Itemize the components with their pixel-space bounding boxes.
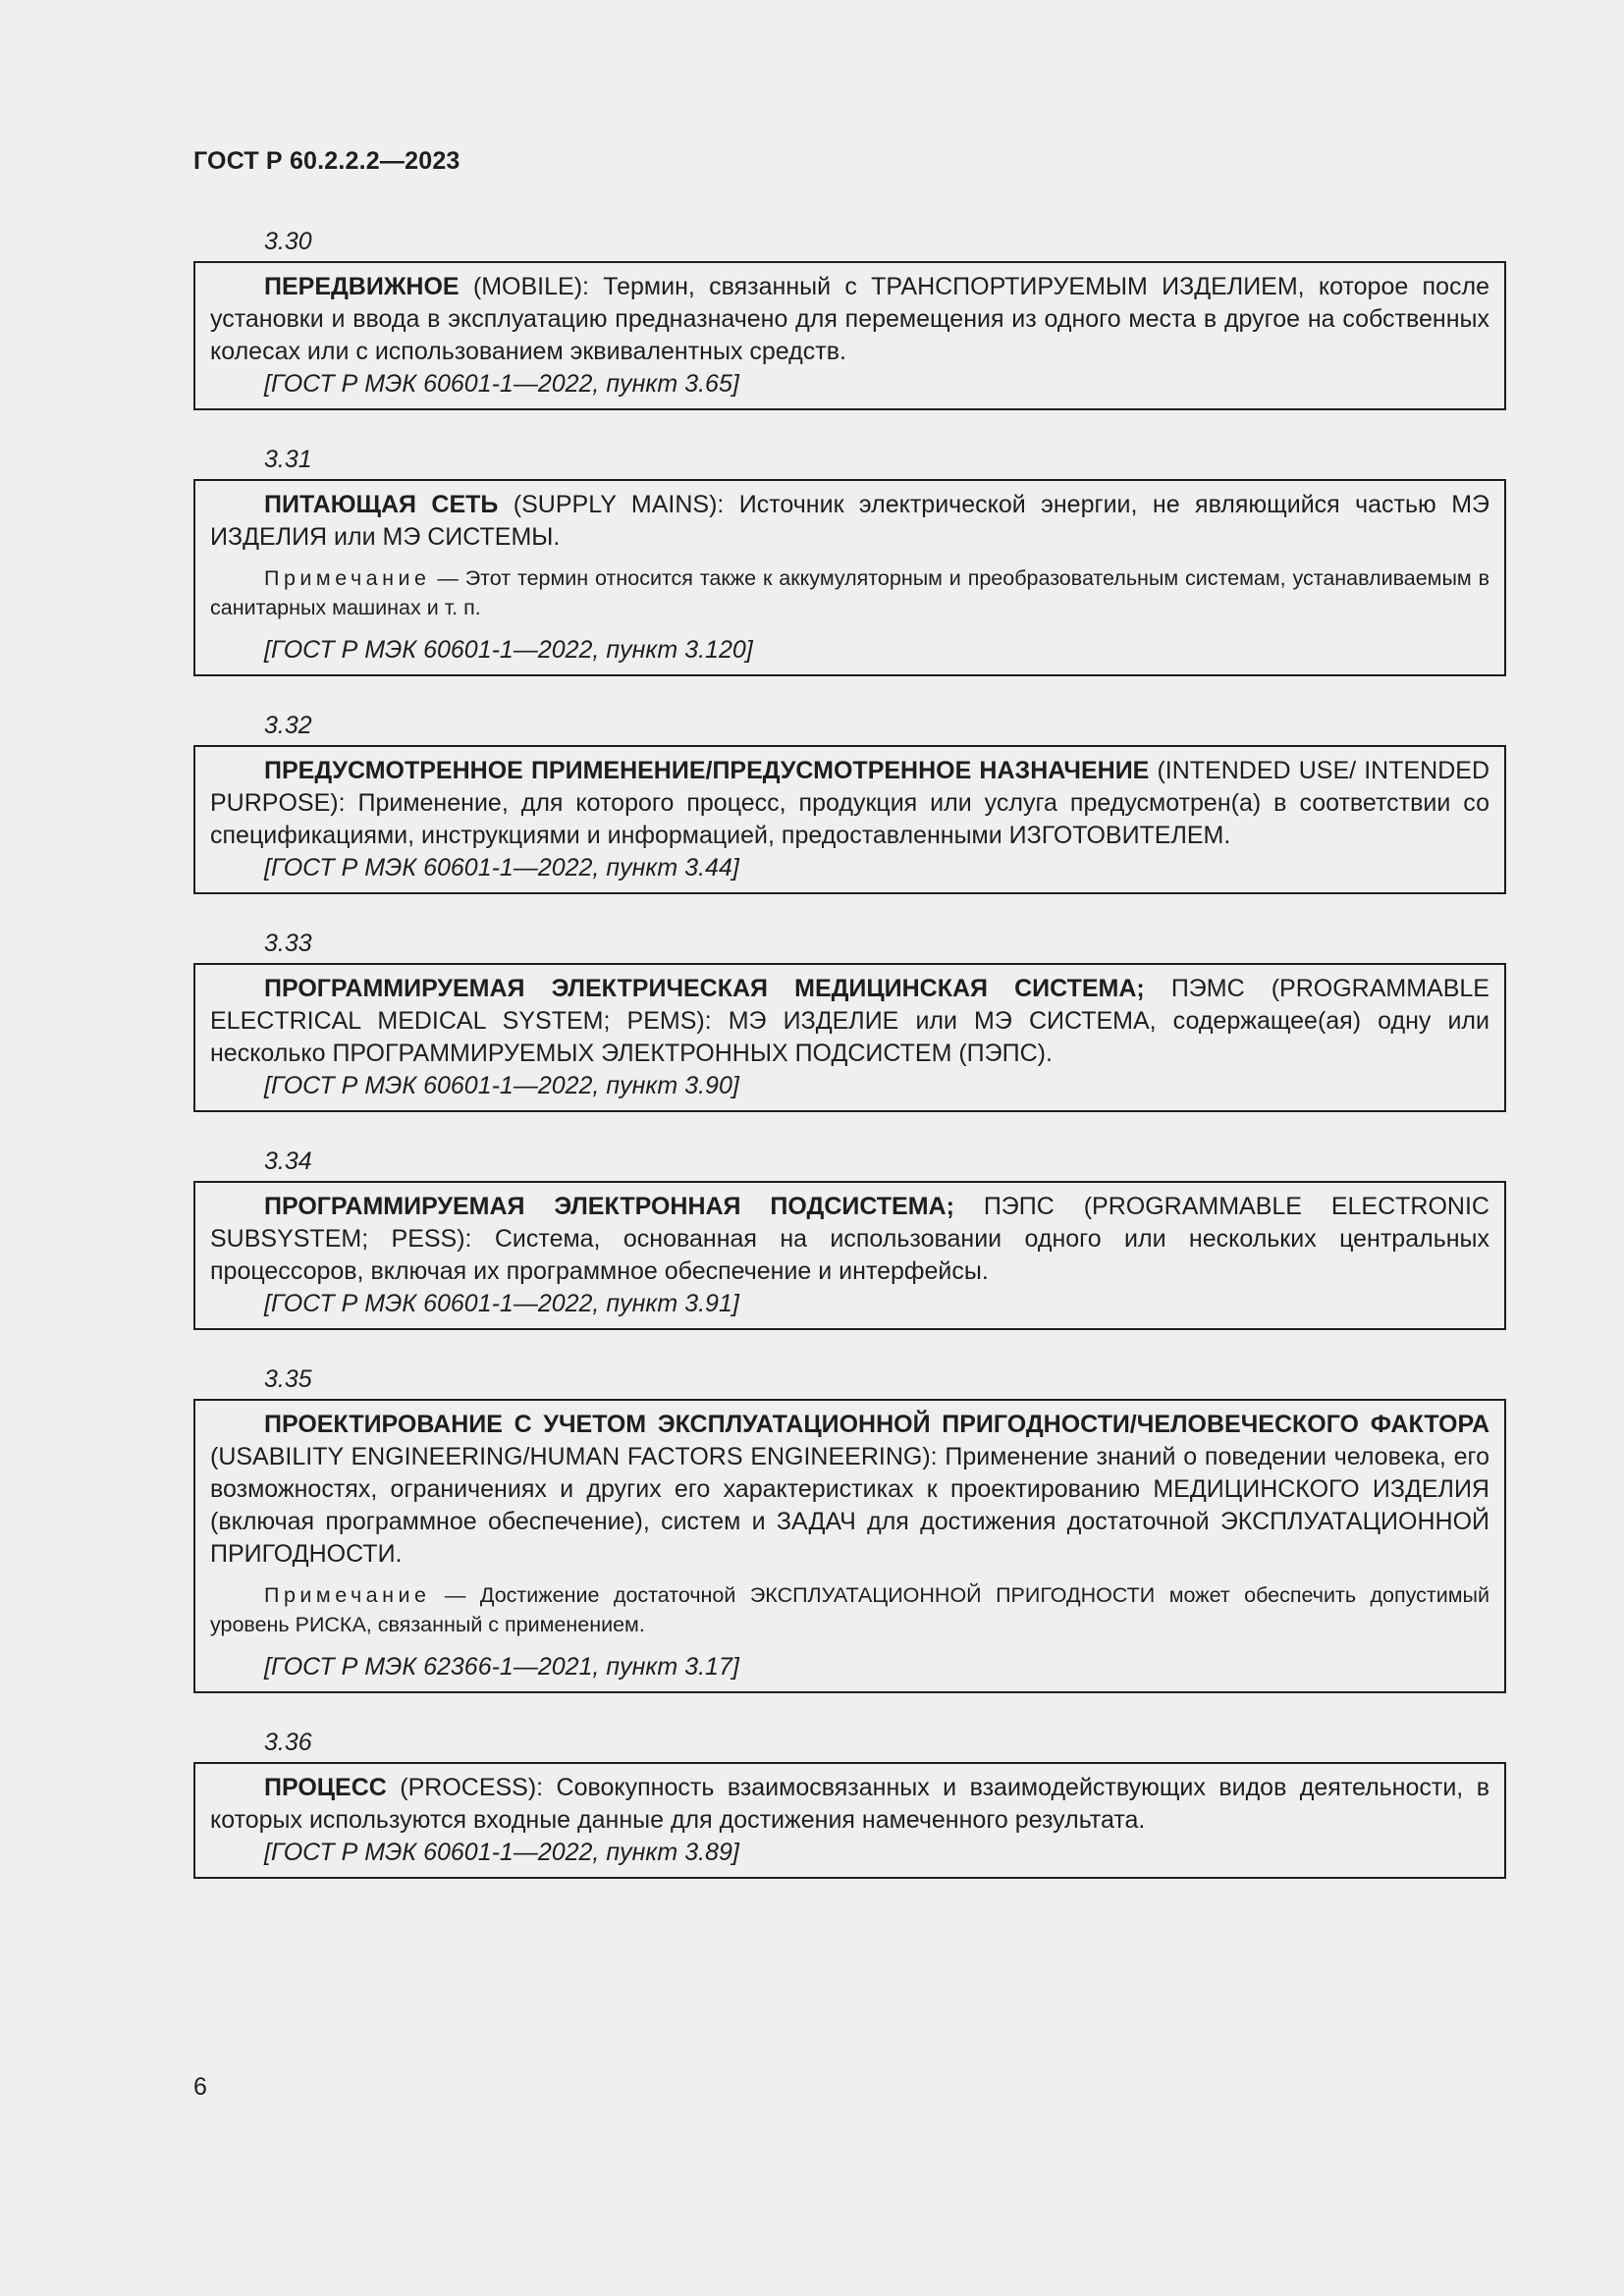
definition: ПЭМС (PROGRAMMABLE ELECTRICAL MEDICAL SYSTEM; PEMS): МЭ ИЗДЕЛИЕ или МЭ СИСТЕМА, содержащее(ая) одну или несколько ПРОГРАММИРУЕМЫХ ЭЛЕКТРОННЫХ ПОДСИСТЕМ (ПЭПС). <box>210 975 1489 1067</box>
source-reference: [ГОСТ Р МЭК 60601-1—2022, пункт 3.120] <box>264 636 753 664</box>
definition-box <box>193 479 1506 676</box>
entry-number: 3.33 <box>264 930 312 957</box>
page-number: 6 <box>193 2073 207 2101</box>
note <box>210 1580 1489 1639</box>
definition: ПЭПС (PROGRAMMABLE ELECTRONIC SUBSYSTEM; PESS): Система, основанная на использовании одного или нескольких центральных процессоров, включая их программное обеспечение и интерфейсы. <box>210 1193 1489 1285</box>
definition-box <box>193 963 1506 1112</box>
source-reference: [ГОСТ Р МЭК 60601-1—2022, пункт 3.89] <box>264 1839 739 1866</box>
definition: (MOBILE): Термин, связанный с ТРАНСПОРТИРУЕМЫМ ИЗДЕЛИЕМ, которое после установки и ввода в эксплуатацию предназначено для перемещения из одного места в другое на собственных колесах или с использованием эквивалентных средств. <box>210 273 1489 365</box>
definition-text <box>210 271 1489 368</box>
term: ПРОГРАММИРУЕМАЯ ЭЛЕКТРОННАЯ ПОДСИСТЕМА; <box>264 1193 954 1220</box>
note-label: Примечание <box>264 1583 431 1607</box>
source-reference: [ГОСТ Р МЭК 60601-1—2022, пункт 3.65] <box>264 370 739 398</box>
note-text: — Достижение достаточной ЭКСПЛУАТАЦИОННОЙ ПРИГОДНОСТИ может обеспечить допустимый уровень РИСКА, связанный с применением. <box>210 1583 1489 1636</box>
note-text: — Этот термин относится также к аккумуляторным и преобразовательным системам, устанавливаемым в санитарных машинах и т. п. <box>210 566 1489 619</box>
definition-box <box>193 1399 1506 1693</box>
definition: (INTENDED USE/ INTENDED PURPOSE): Применение, для которого процесс, продукция или услуга предусмотрен(а) в соответствии со спецификациями, инструкциями и информацией, предоставленными ИЗГОТОВИТЕЛЕМ. <box>210 757 1489 849</box>
definition-text <box>210 755 1489 852</box>
note <box>210 563 1489 622</box>
definition-box <box>193 261 1506 410</box>
term: ПРОГРАММИРУЕМАЯ ЭЛЕКТРИЧЕСКАЯ МЕДИЦИНСКАЯ СИСТЕМА; <box>264 975 1145 1002</box>
definition-box <box>193 1762 1506 1879</box>
entry-number: 3.32 <box>264 712 312 739</box>
definition-text <box>210 1772 1489 1837</box>
source-reference: [ГОСТ Р МЭК 60601-1—2022, пункт 3.91] <box>264 1290 739 1317</box>
term: ПЕРЕДВИЖНОЕ <box>264 273 460 300</box>
definition-box <box>193 1181 1506 1330</box>
source-reference: [ГОСТ Р МЭК 60601-1—2022, пункт 3.90] <box>264 1072 739 1099</box>
source-reference: [ГОСТ Р МЭК 60601-1—2022, пункт 3.44] <box>264 854 739 881</box>
definition: (PROCESS): Совокупность взаимосвязанных и взаимодействующих видов деятельности, в которых используются входные данные для достижения намеченного результата. <box>210 1774 1489 1834</box>
source-reference: [ГОСТ Р МЭК 62366-1—2021, пункт 3.17] <box>264 1653 739 1681</box>
entry-number: 3.36 <box>264 1729 312 1756</box>
definition-box <box>193 745 1506 894</box>
definition: (USABILITY ENGINEERING/HUMAN FACTORS ENGINEERING): Применение знаний о поведении человека, его возможностях, ограничениях и других его характеристиках к проектированию МЕДИЦИНСКОГО ИЗДЕЛИЯ (включая программное обеспечение), систем и ЗАДАЧ для достижения достаточной ЭКСПЛУАТАЦИОННОЙ ПРИГОДНОСТИ. <box>210 1443 1489 1568</box>
term: ПИТАЮЩАЯ СЕТЬ <box>264 491 499 518</box>
document-header: ГОСТ Р 60.2.2.2—2023 <box>193 147 460 175</box>
entry-number: 3.31 <box>264 446 312 473</box>
definition-text <box>210 489 1489 554</box>
entries-list <box>193 222 1506 1908</box>
entry-number: 3.34 <box>264 1148 312 1175</box>
term: ПРЕДУСМОТРЕННОЕ ПРИМЕНЕНИЕ/ПРЕДУСМОТРЕННОЕ НАЗНАЧЕНИЕ <box>264 757 1150 784</box>
note-label: Примечание <box>264 566 431 590</box>
term: ПРОЦЕСС <box>264 1774 387 1801</box>
entry-number: 3.35 <box>264 1365 312 1393</box>
definition-text <box>210 1409 1489 1571</box>
definition-text <box>210 973 1489 1070</box>
term: ПРОЕКТИРОВАНИЕ С УЧЕТОМ ЭКСПЛУАТАЦИОННОЙ ПРИГОДНОСТИ/ЧЕЛОВЕЧЕСКОГО ФАКТОРА <box>264 1411 1489 1438</box>
definition: (SUPPLY MAINS): Источник электрической энергии, не являющийся частью МЭ ИЗДЕЛИЯ или МЭ СИСТЕМЫ. <box>210 491 1489 551</box>
definition-text <box>210 1191 1489 1288</box>
entry-number: 3.30 <box>264 228 312 255</box>
